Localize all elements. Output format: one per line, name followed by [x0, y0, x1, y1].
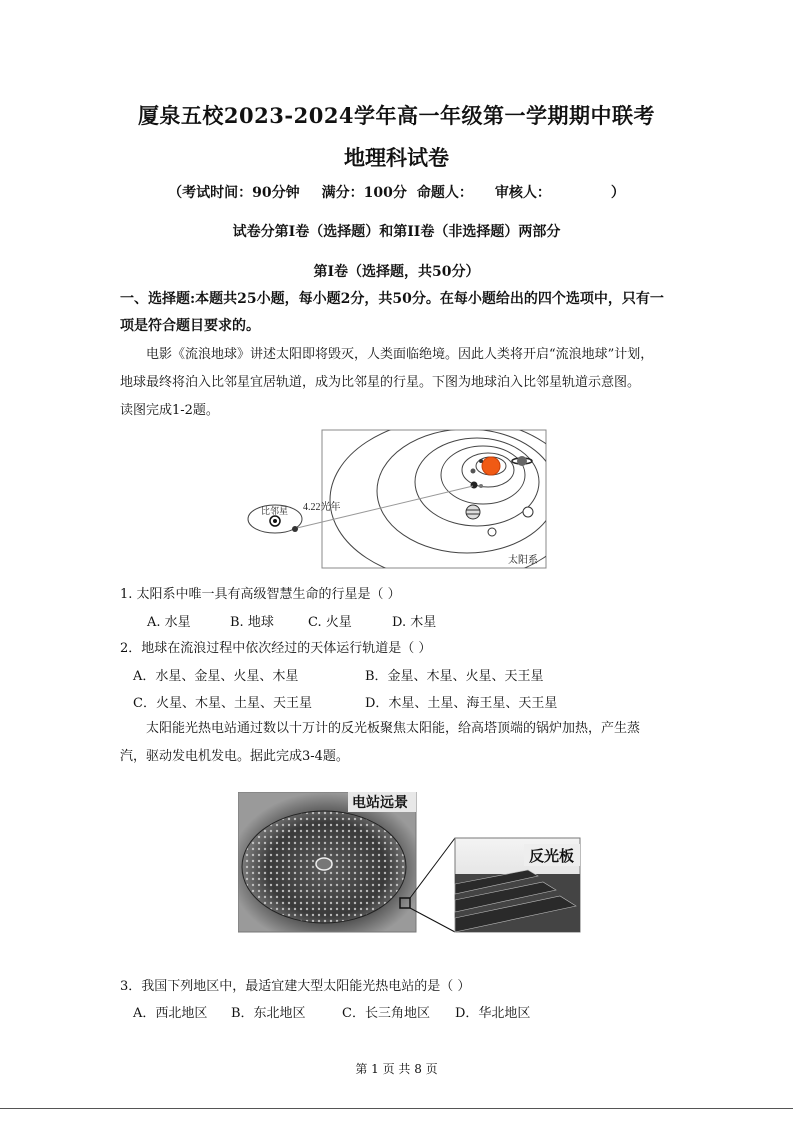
info-close: ） — [610, 185, 625, 201]
passage-2-line-1: 太阳能光热电站通过数以十万计的反光板聚焦太阳能，给高塔顶端的锅炉加热，产生蒸 — [146, 721, 641, 736]
zoom-connector-top — [410, 838, 455, 898]
volume-heading: 第I卷（选择题，共50分） — [313, 264, 480, 280]
sun-icon — [482, 457, 500, 475]
q2-option-b: B．金星、木星、火星、天王星 — [365, 669, 544, 684]
question-3-stem: 3．我国下列地区中，最适宜建大型太阳能光热电站的是（ ） — [120, 979, 471, 994]
q2-option-a: A．水星、金星、火星、木星 — [133, 669, 299, 684]
mars-icon — [479, 484, 483, 488]
jupiter-icon — [466, 505, 480, 519]
distant-view-label: 电站远景 — [352, 794, 408, 810]
venus-icon — [471, 469, 476, 474]
passage-1-line-3: 读图完成1-2题。 — [120, 403, 219, 418]
solar-system-figure — [245, 428, 550, 570]
saturn-icon — [517, 456, 527, 466]
section-heading — [120, 286, 680, 340]
reflector-panel-photo — [455, 838, 580, 932]
solar-station-figure — [238, 792, 583, 934]
q1-option-a: A. 水星 — [147, 615, 191, 630]
neptune-icon — [488, 528, 496, 536]
passage-2 — [120, 715, 685, 771]
distance-label: 4.22光年 — [303, 502, 341, 513]
mercury-icon — [479, 459, 483, 463]
bottom-divider — [0, 1108, 793, 1109]
zoom-connector-bottom — [410, 908, 455, 932]
q3-option-c: C．长三角地区 — [342, 1006, 430, 1021]
reflector-label: 反光板 — [529, 848, 575, 865]
question-2-stem: 2．地球在流浪过程中依次经过的天体运行轨道是（ ） — [120, 641, 432, 656]
proxima-label: 比邻星 — [261, 506, 289, 516]
q1-option-b: B. 地球 — [230, 615, 274, 630]
q3-option-b: B．东北地区 — [231, 1006, 306, 1021]
exam-intro: 试卷分第I卷（选择题）和第II卷（非选择题）两部分 — [232, 224, 561, 240]
q3-option-a: A．西北地区 — [133, 1006, 208, 1021]
exam-info — [0, 182, 793, 202]
passage-1-line-2: 地球最终将泊入比邻星宜居轨道，成为比邻星的行星。下图为地球泊入比邻星轨道示意图。 — [120, 375, 641, 390]
exam-title: 厦泉五校2023-2024学年高一年级第一学期期中联考 — [137, 103, 656, 128]
q2-option-d: D．木星、土星、海王星、天王星 — [365, 696, 558, 711]
info-time: （考试时间：90分钟 — [168, 185, 300, 201]
earth-icon — [471, 482, 478, 489]
q1-option-d: D. 木星 — [392, 615, 437, 630]
solar-system-label: 太阳系 — [508, 555, 538, 566]
page-footer: 第 1 页 共 8 页 — [355, 1062, 438, 1076]
info-author: 命题人： — [416, 185, 473, 201]
exam-subtitle: 地理科试卷 — [344, 145, 449, 170]
section-line-1: 一、选择题:本题共25小题，每小题2分，共50分。在每小题给出的四个选项中，只有一 — [120, 291, 664, 307]
q1-option-c: C. 火星 — [308, 615, 352, 630]
q2-option-c: C．火星、木星、土星、天王星 — [133, 696, 312, 711]
wandering-earth-icon — [292, 526, 298, 532]
info-reviewer: 审核人： — [494, 185, 551, 201]
uranus-icon — [523, 507, 533, 517]
passage-2-line-2: 汽，驱动发电机发电。据此完成3-4题。 — [120, 749, 349, 764]
info-score: 满分：100分 — [321, 185, 407, 201]
section-line-2: 项是符合题目要求的。 — [120, 318, 260, 334]
passage-1 — [120, 341, 685, 425]
question-1-stem: 1. 太阳系中唯一具有高级智慧生命的行星是（ ） — [120, 587, 401, 602]
station-distant-view-photo — [238, 792, 416, 932]
passage-1-line-1: 电影《流浪地球》讲述太阳即将毁灭，人类面临绝境。因此人类将开启“流浪地球”计划， — [146, 347, 654, 362]
q3-option-d: D．华北地区 — [455, 1006, 531, 1021]
